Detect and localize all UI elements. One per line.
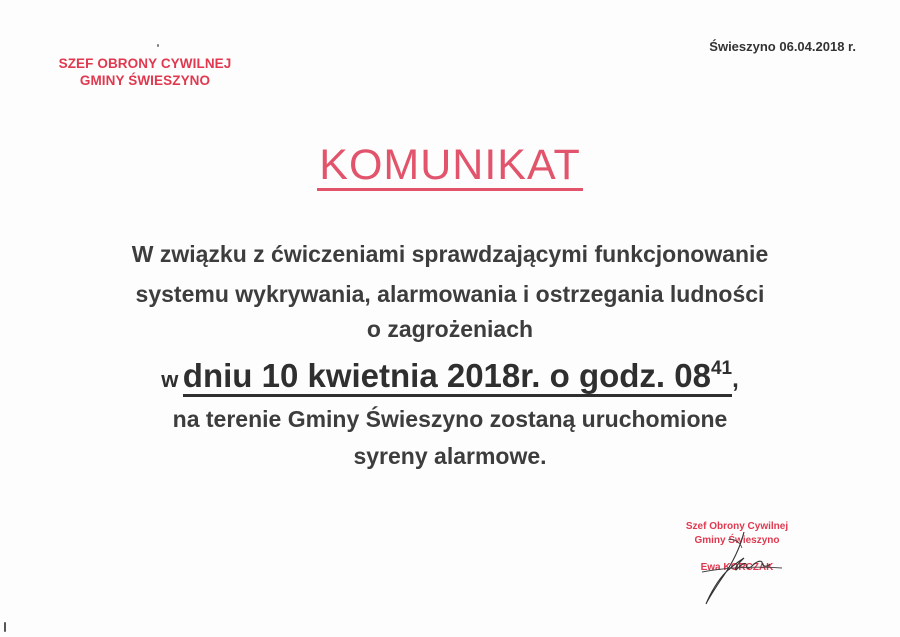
body-line-1: W związku z ćwiczeniami sprawdzającymi funkcjonowanie xyxy=(131,241,769,267)
signature-stamp-line-1: Szef Obrony Cywilnej xyxy=(685,521,789,532)
document-title: KOMUNIKAT xyxy=(319,141,581,189)
body-line-4-suffix: , xyxy=(732,366,739,393)
scan-speck xyxy=(157,44,159,47)
body-line-5: na terenie Gminy Świeszyno zostaną uruchomione xyxy=(172,406,728,432)
event-date-time-text: dniu 10 kwietnia 2018r. o godz. 08 xyxy=(182,357,711,394)
event-time-minutes: 41 xyxy=(710,358,733,379)
issuer-line-1: SZEF OBRONY CYWILNEJ xyxy=(58,56,232,71)
body-line-4-date-time xyxy=(0,351,900,394)
issuer-line-2: GMINY ŚWIESZYNO xyxy=(79,73,211,88)
signature-stamp-line-2: Gminy Świeszyno xyxy=(694,535,780,546)
event-date-time xyxy=(183,357,732,397)
title-block xyxy=(0,143,900,191)
document-date: Świeszyno 06.04.2018 r. xyxy=(709,39,856,54)
handwritten-signature-icon xyxy=(682,528,802,606)
body-line-3: o zagrożeniach xyxy=(366,316,534,342)
issuer-block xyxy=(40,55,250,89)
body-line-4-prefix: w xyxy=(161,367,179,392)
signature-stamp-name: Ewa KORCZAK xyxy=(700,562,774,573)
scan-speck xyxy=(4,622,6,632)
body-line-2: systemu wykrywania, alarmowania i ostrzegania ludności xyxy=(135,281,765,307)
body-line-6: syreny alarmowe. xyxy=(353,443,547,469)
